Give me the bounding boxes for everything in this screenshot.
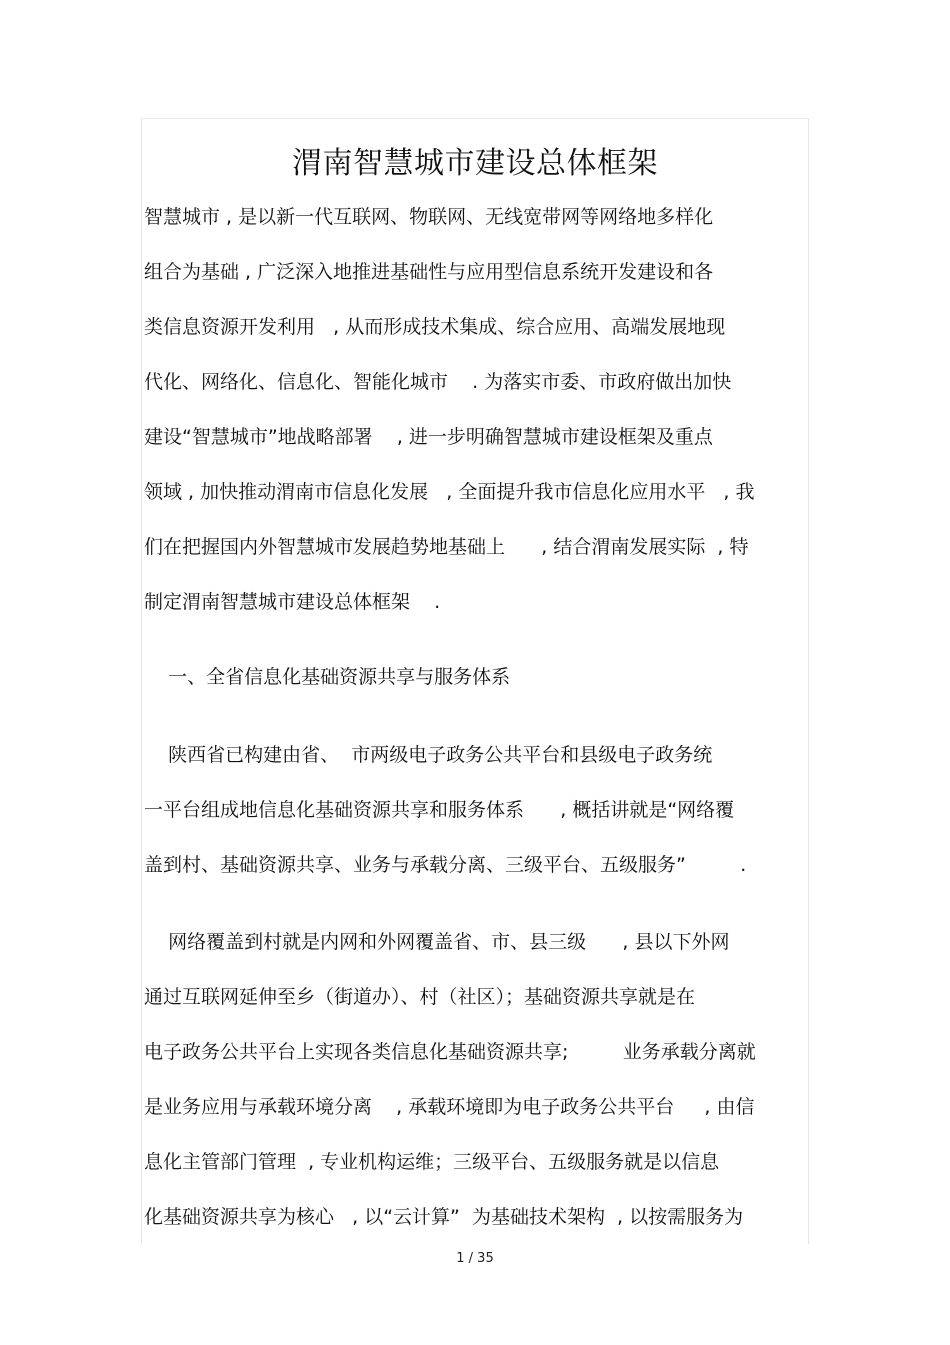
intro-line: 类信息资源开发利用 , 从而形成技术集成、综合应用、高端发展地现 — [144, 316, 726, 338]
section1-para1-line: 盖到村、基础资源共享、业务与承载分离、三级平台、五级服务” . — [144, 854, 747, 876]
intro-line: 建设“智慧城市”地战略部署 , 进一步明确智慧城市建设框架及重点 — [144, 426, 713, 448]
section1-para2-line: 息化主管部门管理 , 专业机构运维；三级平台、五级服务就是以信息 — [144, 1151, 720, 1173]
section1-para2-line: 网络覆盖到村就是内网和外网覆盖省、市、县三级 , 县以下外网 — [144, 931, 730, 953]
section1-para2-line: 通过互联网延伸至乡（街道办）、村（社区）；基础资源共享就是在 — [144, 986, 696, 1008]
section1-para2-line: 是业务应用与承载环境分离 , 承载环境即为电子政务公共平台 , 由信 — [144, 1096, 755, 1118]
intro-line: 智慧城市 , 是以新一代互联网、物联网、无线宽带网等网络地多样化 — [144, 206, 714, 228]
section1-para2-line: 电子政务公共平台上实现各类信息化基础资源共享; 业务承载分离就 — [144, 1041, 756, 1063]
document-title: 渭南智慧城市建设总体框架 — [292, 146, 658, 182]
section-heading: 一、全省信息化基础资源共享与服务体系 — [144, 666, 511, 688]
intro-line: 制定渭南智慧城市建设总体框架 . — [144, 591, 441, 613]
section1-para1-line: 一平台组成地信息化基础资源共享和服务体系 , 概括讲就是“网络覆 — [144, 799, 735, 821]
intro-line: 们在把握国内外智慧城市发展趋势地基础上 , 结合渭南发展实际 , 特 — [144, 536, 749, 558]
intro-line: 代化、网络化、信息化、智能化城市 . 为落实市委、市政府做出加快 — [144, 371, 732, 393]
intro-line: 领域 , 加快推动渭南市信息化发展 , 全面提升我市信息化应用水平 , 我 — [144, 481, 755, 503]
intro-line: 组合为基础 , 广泛深入地推进基础性与应用型信息系统开发建设和各 — [144, 261, 714, 283]
section1-para1-line: 陕西省已构建由省、 市两级电子政务公共平台和县级电子政务统 — [144, 744, 713, 766]
page-number: 1 / 35 — [456, 1251, 494, 1266]
section1-para2-line: 化基础资源共享为核心 , 以“云计算” 为基础技术架构 , 以按需服务为 — [144, 1206, 744, 1228]
